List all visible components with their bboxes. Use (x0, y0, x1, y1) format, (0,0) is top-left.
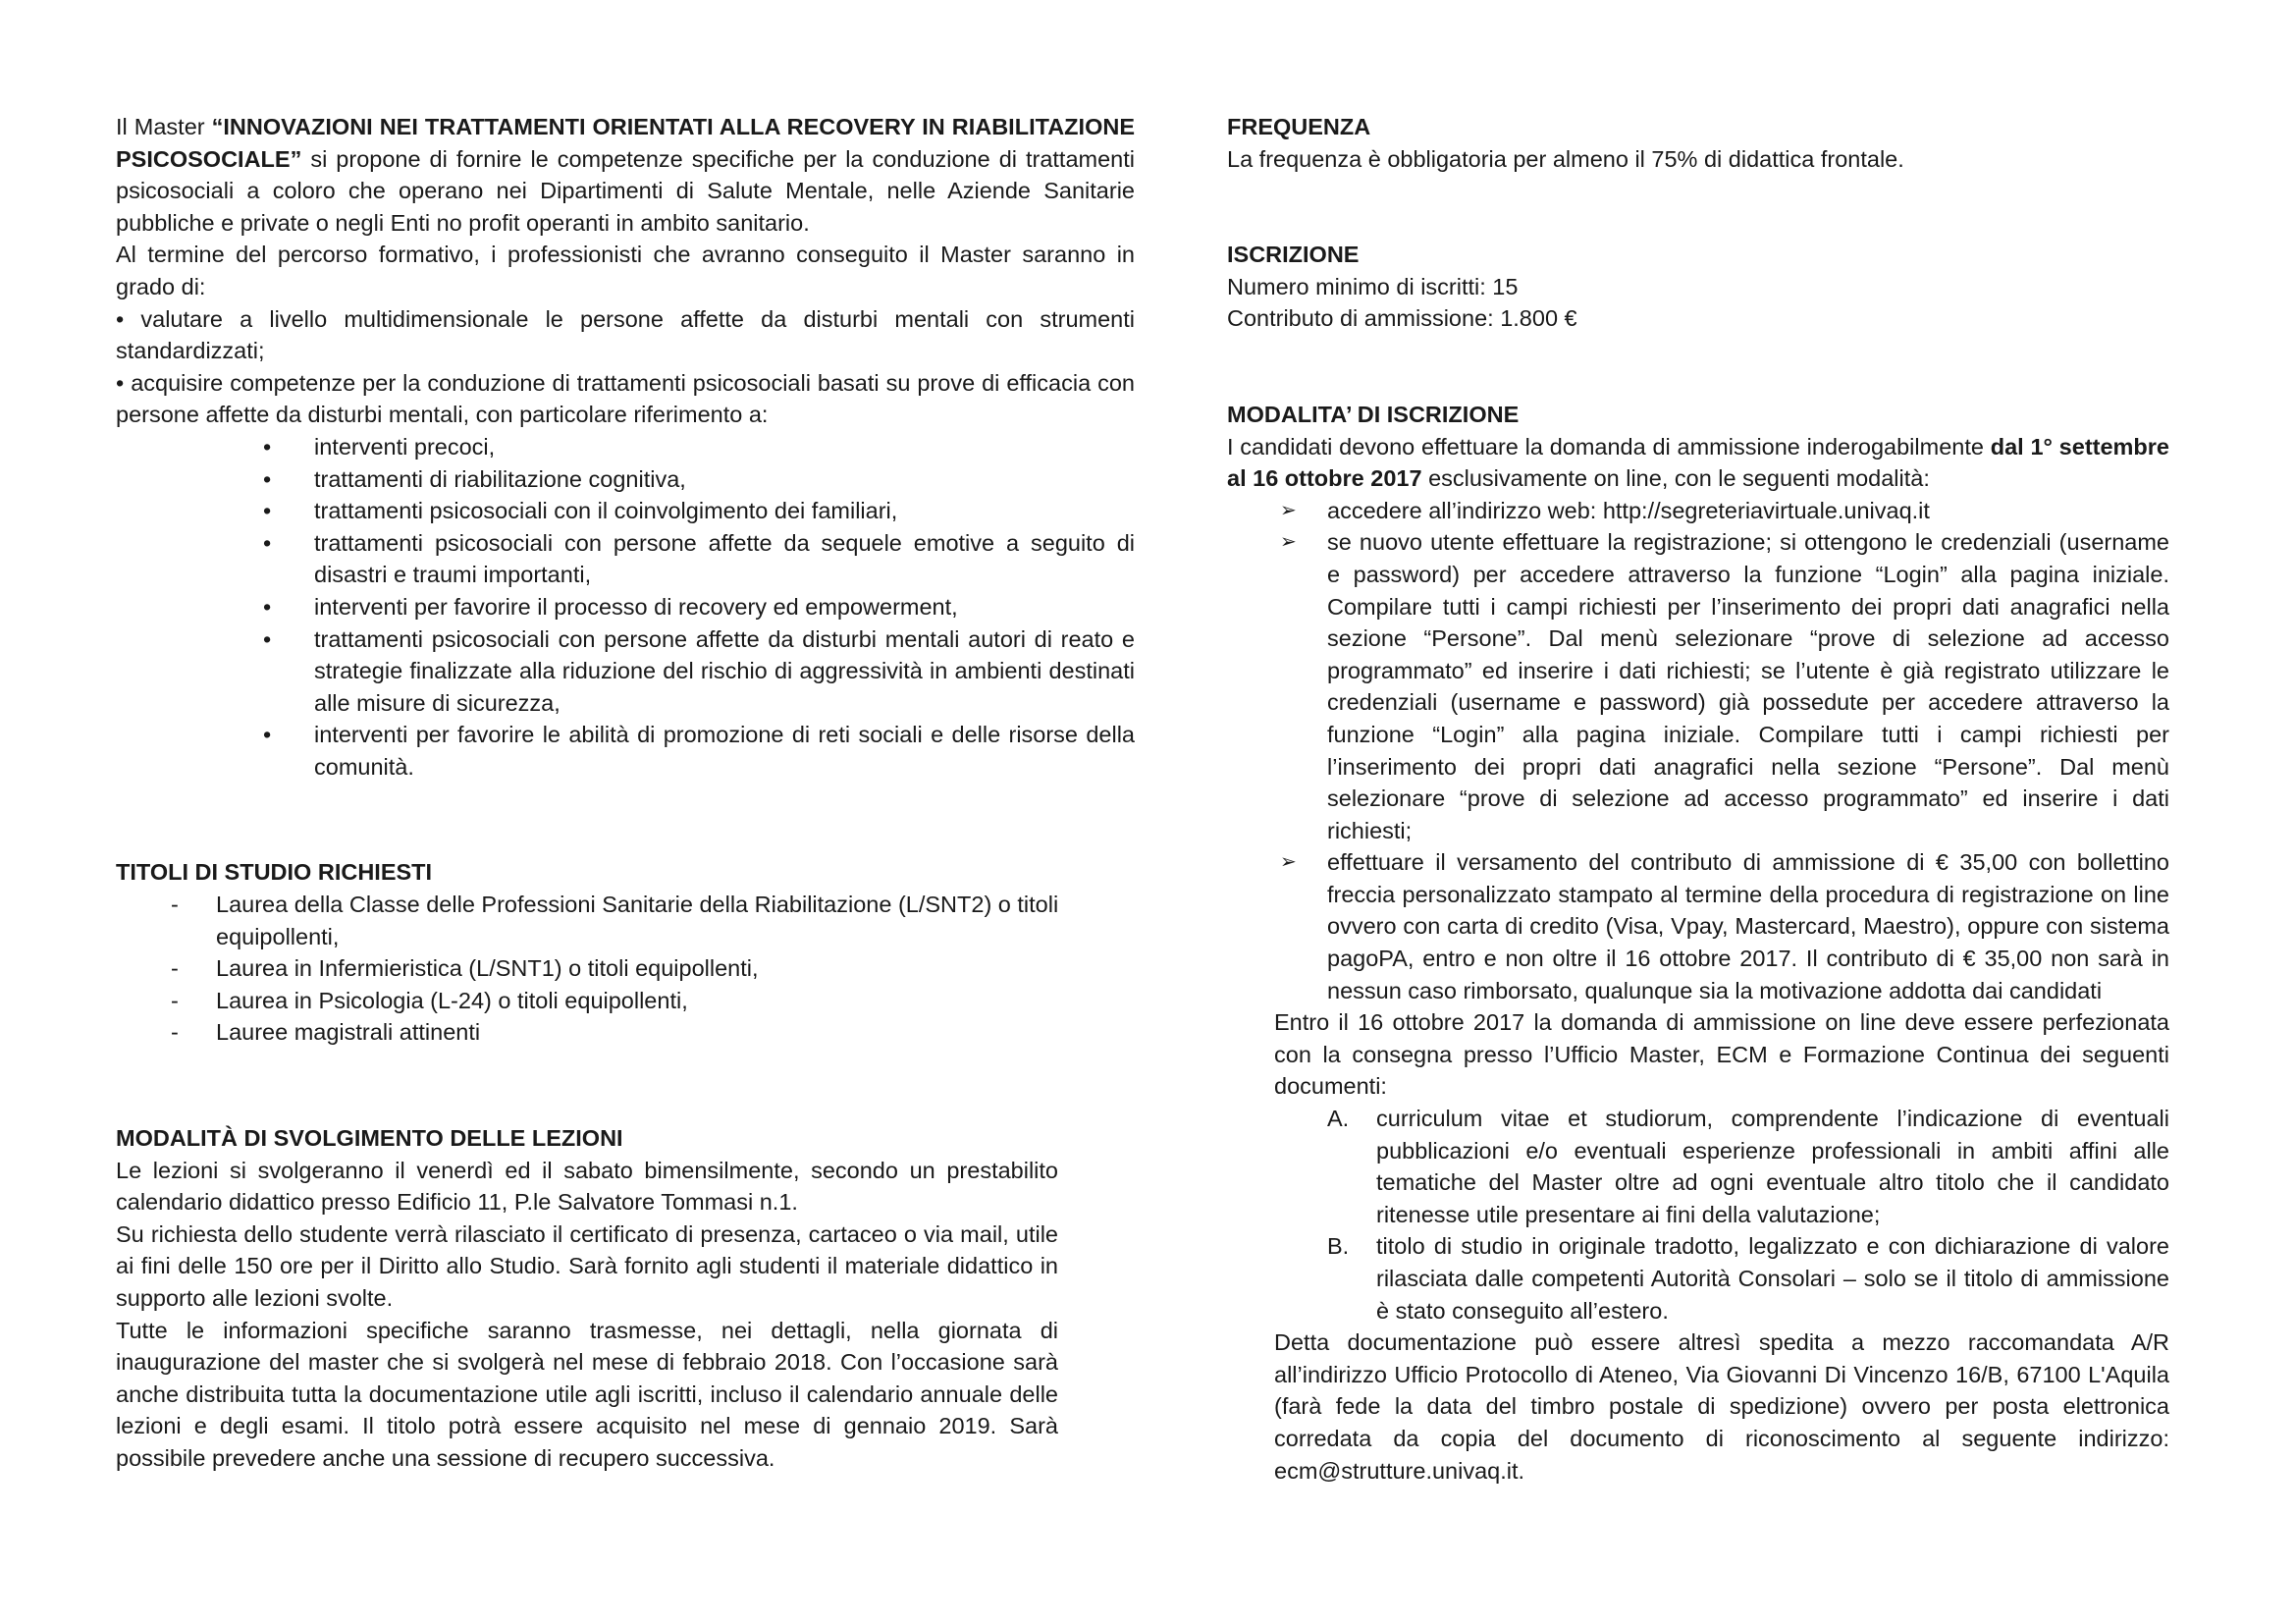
section-heading-iscrizione: ISCRIZIONE (1227, 242, 1360, 268)
list-item (1227, 526, 2169, 846)
list-item-text: Laurea in Infermieristica (L/SNT1) o titoli equipollenti, (216, 955, 759, 982)
dash-icon: - (171, 892, 179, 918)
deadline-paragraph: Entro il 16 ottobre 2017 la domanda di ammissione on line deve essere perfezionata con la consegna presso l’Ufficio Master, ECM e Formazione Continua dei seguenti documenti: (1274, 1009, 2169, 1100)
dash-icon: - (171, 955, 179, 982)
list-item-text: trattamenti psicosociali con persone affette da disturbi mentali autori di reato e strategie finalizzate alla riduzione del rischio di aggressività in ambienti destinati alle misure di sicurezza, (314, 625, 1135, 716)
list-item (1227, 1230, 2169, 1326)
left-column (116, 111, 1135, 1475)
bullet-icon: • (263, 433, 272, 460)
list-item-text: accedere all’indirizzo web: http://segreteriavirtuale.univaq.it (1327, 497, 1930, 523)
list-item-text: trattamenti psicosociali con il coinvolgimento dei familiari, (314, 498, 898, 524)
list-item (116, 889, 1135, 952)
enrollment-steps (1227, 495, 2169, 1007)
enrollment-dates: dal 1° settembre al 16 ottobre 2017 (1227, 433, 2169, 492)
closing-paragraph: Detta documentazione può essere altresì spedita a mezzo raccomandata A/R all’indirizzo Ufficio Protocollo di Ateneo, Via Giovanni Di Vincenzo 16/B, 67100 L'Aquila (farà fede la data del timbro postale di spedizione) ovvero per posta elettronica corredata da copia del documento di riconoscimento al seguente indirizzo: ecm@strutture.univaq.it. (1274, 1329, 2169, 1484)
intro-text-start: Il Master (116, 114, 212, 139)
enrollment-intro (1227, 431, 2169, 495)
bullet-icon: • (263, 593, 272, 620)
lessons-schedule: Le lezioni si svolgeranno il venerdì ed il sabato bimensilmente, secondo un prestabilito calendario didattico presso Edificio 11, P.le Salvatore Tommasi n.1. (116, 1157, 1058, 1216)
list-item-text: interventi precoci, (314, 433, 496, 460)
intro-text-end: si propone di fornire le competenze specifiche per la conduzione di trattamenti psicosociali a coloro che operano nei Dipartimenti di Salute Mentale, nelle Aziende Sanitarie pubbliche e private o negli Enti no profit operanti in ambito sanitario. (116, 145, 1135, 236)
bullet-icon: • (263, 498, 272, 524)
bullet-icon: • (263, 529, 272, 556)
list-item (116, 495, 1135, 527)
list-item-text: curriculum vitae et studiorum, comprendente l’indicazione di eventuali pubblicazioni e/o eventuali esperienze professionali in ambiti affini alle tematiche del Master oltre ad ogni eventuale altro titolo che il candidato ritenesse utile presentare ai fini della valutazione; (1376, 1106, 2169, 1227)
list-item (116, 985, 1135, 1017)
section-heading-modalita-iscrizione: MODALITA’ DI ISCRIZIONE (1227, 401, 1520, 427)
min-enrolled: Numero minimo di iscritti: 15 (1227, 273, 1519, 299)
list-marker: B. (1327, 1233, 1350, 1260)
treatment-list (116, 431, 1135, 784)
section-heading-titoli: TITOLI DI STUDIO RICHIESTI (116, 859, 433, 886)
documents-list (1227, 1103, 2169, 1326)
list-item (1227, 495, 2169, 527)
enrollment-intro-start: I candidati devono effettuare la domanda di ammissione inderogabilmente (1227, 433, 1991, 460)
dash-icon: - (171, 987, 179, 1013)
list-item-text: Laurea della Classe delle Professioni Sanitarie della Riabilitazione (L/SNT2) o titoli equipollenti, (216, 892, 1059, 949)
list-item-text: trattamenti di riabilitazione cognitiva, (314, 465, 686, 492)
list-item (1227, 846, 2169, 1006)
list-item (116, 591, 1135, 623)
lessons-certificate: Su richiesta dello studente verrà rilasciato il certificato di presenza, cartaceo o via mail, utile ai fini delle 150 ore per il Diritto allo Studio. Sarà fornito agli studenti il materiale didattico in supporto alle lezioni svolte. (116, 1220, 1058, 1311)
enrollment-intro-end: esclusivamente on line, con le seguenti modalità: (1421, 465, 1930, 492)
lessons-body (116, 1155, 1058, 1475)
list-item (116, 623, 1135, 720)
list-item-text: effettuare il versamento del contributo di ammissione di € 35,00 con bollettino freccia personalizzato stampato al termine della procedura di registrazione on line ovvero con carta di credito (Visa, Vpay, Mastercard, Maestro), oppure con sistema pagoPA, entro e non oltre il 16 ottobre 2017. Il contributo di € 35,00 non sarà in nessun caso rimborsato, qualunque sia la motivazione addotta dai candidati (1327, 849, 2169, 1003)
bullet-icon: • (263, 625, 272, 652)
list-item (116, 719, 1135, 783)
list-item (116, 463, 1135, 496)
list-item (116, 952, 1135, 985)
arrow-icon: ➢ (1280, 499, 1297, 521)
objectives-intro: Al termine del percorso formativo, i professionisti che avranno conseguito il Master saranno in grado di: (116, 242, 1135, 299)
section-heading-lezioni: MODALITÀ DI SVOLGIMENTO DELLE LEZIONI (116, 1125, 623, 1152)
list-item-text: se nuovo utente effettuare la registrazione; si ottengono le credenziali (username e password) per accedere attraverso la funzione “Login” alla pagina iniziale. Compilare tutti i campi richiesti per l’inserimento dei propri dati anagrafici nella sezione “Persone”. Dal menù selezionare “prove di selezione ad accesso programmato” ed inserire i dati richiesti; se l’utente è già registrato utilizzare le credenziali (username e password) già possedute per accedere attraverso la funzione “Login” alla pagina iniziale. Compilare tutti i campi richiesti per l’inserimento dei propri dati anagrafici nella sezione “Persone”. Dal menù selezionare “prove di selezione ad accesso programmato” ed inserire i dati richiesti; (1327, 529, 2169, 843)
lessons-info: Tutte le informazioni specifiche saranno trasmesse, nei dettagli, nella giornata di inaugurazione del master che si svolgerà nel mese di febbraio 2018. Con l’occasione sarà anche distribuita tutta la documentazione utile agli iscritti, incluso il calendario annuale delle lezioni e degli esami. Il titolo potrà essere acquisito nel mese di gennaio 2019. Sarà possibile prevedere anche una sessione di recupero successiva. (116, 1317, 1058, 1471)
degrees-list (116, 889, 1135, 1049)
list-item (116, 527, 1135, 591)
list-item-text: interventi per favorire le abilità di promozione di reti sociali e delle risorse della comunità. (314, 722, 1135, 780)
list-item (116, 1016, 1135, 1049)
list-item-text: interventi per favorire il processo di recovery ed empowerment, (314, 593, 958, 620)
list-item-text: Lauree magistrali attinenti (216, 1019, 481, 1046)
dash-icon: - (171, 1019, 179, 1046)
frequenza-text: La frequenza è obbligatoria per almeno il 75% di didattica frontale. (1227, 145, 1904, 172)
bullet-icon: • (263, 722, 272, 748)
list-marker: A. (1327, 1106, 1350, 1132)
list-item (116, 431, 1135, 463)
objective-skills: • acquisire competenze per la conduzione di trattamenti psicosociali basati su prove di efficacia con persone affette da disturbi mentali, con particolare riferimento a: (116, 369, 1135, 428)
master-title: “INNOVAZIONI NEI TRATTAMENTI ORIENTATI ALLA RECOVERY IN RIABILITAZIONE PSICOSOCIALE” (116, 114, 1135, 172)
bullet-icon: • (263, 465, 272, 492)
list-item (1227, 1103, 2169, 1230)
intro-paragraph (116, 111, 1135, 239)
right-column (1227, 111, 2169, 1487)
admission-fee: Contributo di ammissione: 1.800 € (1227, 305, 1577, 332)
objective-evaluate: • valutare a livello multidimensionale le persone affette da disturbi mentali con strumenti standardizzati; (116, 305, 1135, 364)
section-heading-frequenza: FREQUENZA (1227, 114, 1371, 139)
arrow-icon: ➢ (1280, 531, 1297, 554)
list-item-text: trattamenti psicosociali con persone affette da sequele emotive a seguito di disastri e traumi importanti, (314, 529, 1135, 588)
list-item-text: Laurea in Psicologia (L-24) o titoli equipollenti, (216, 987, 688, 1013)
list-item-text: titolo di studio in originale tradotto, legalizzato e con dichiarazione di valore rilasciata dalle competenti Autorità Consolari – solo se il titolo di ammissione è stato conseguito all’estero. (1376, 1233, 2169, 1324)
arrow-icon: ➢ (1280, 851, 1297, 874)
